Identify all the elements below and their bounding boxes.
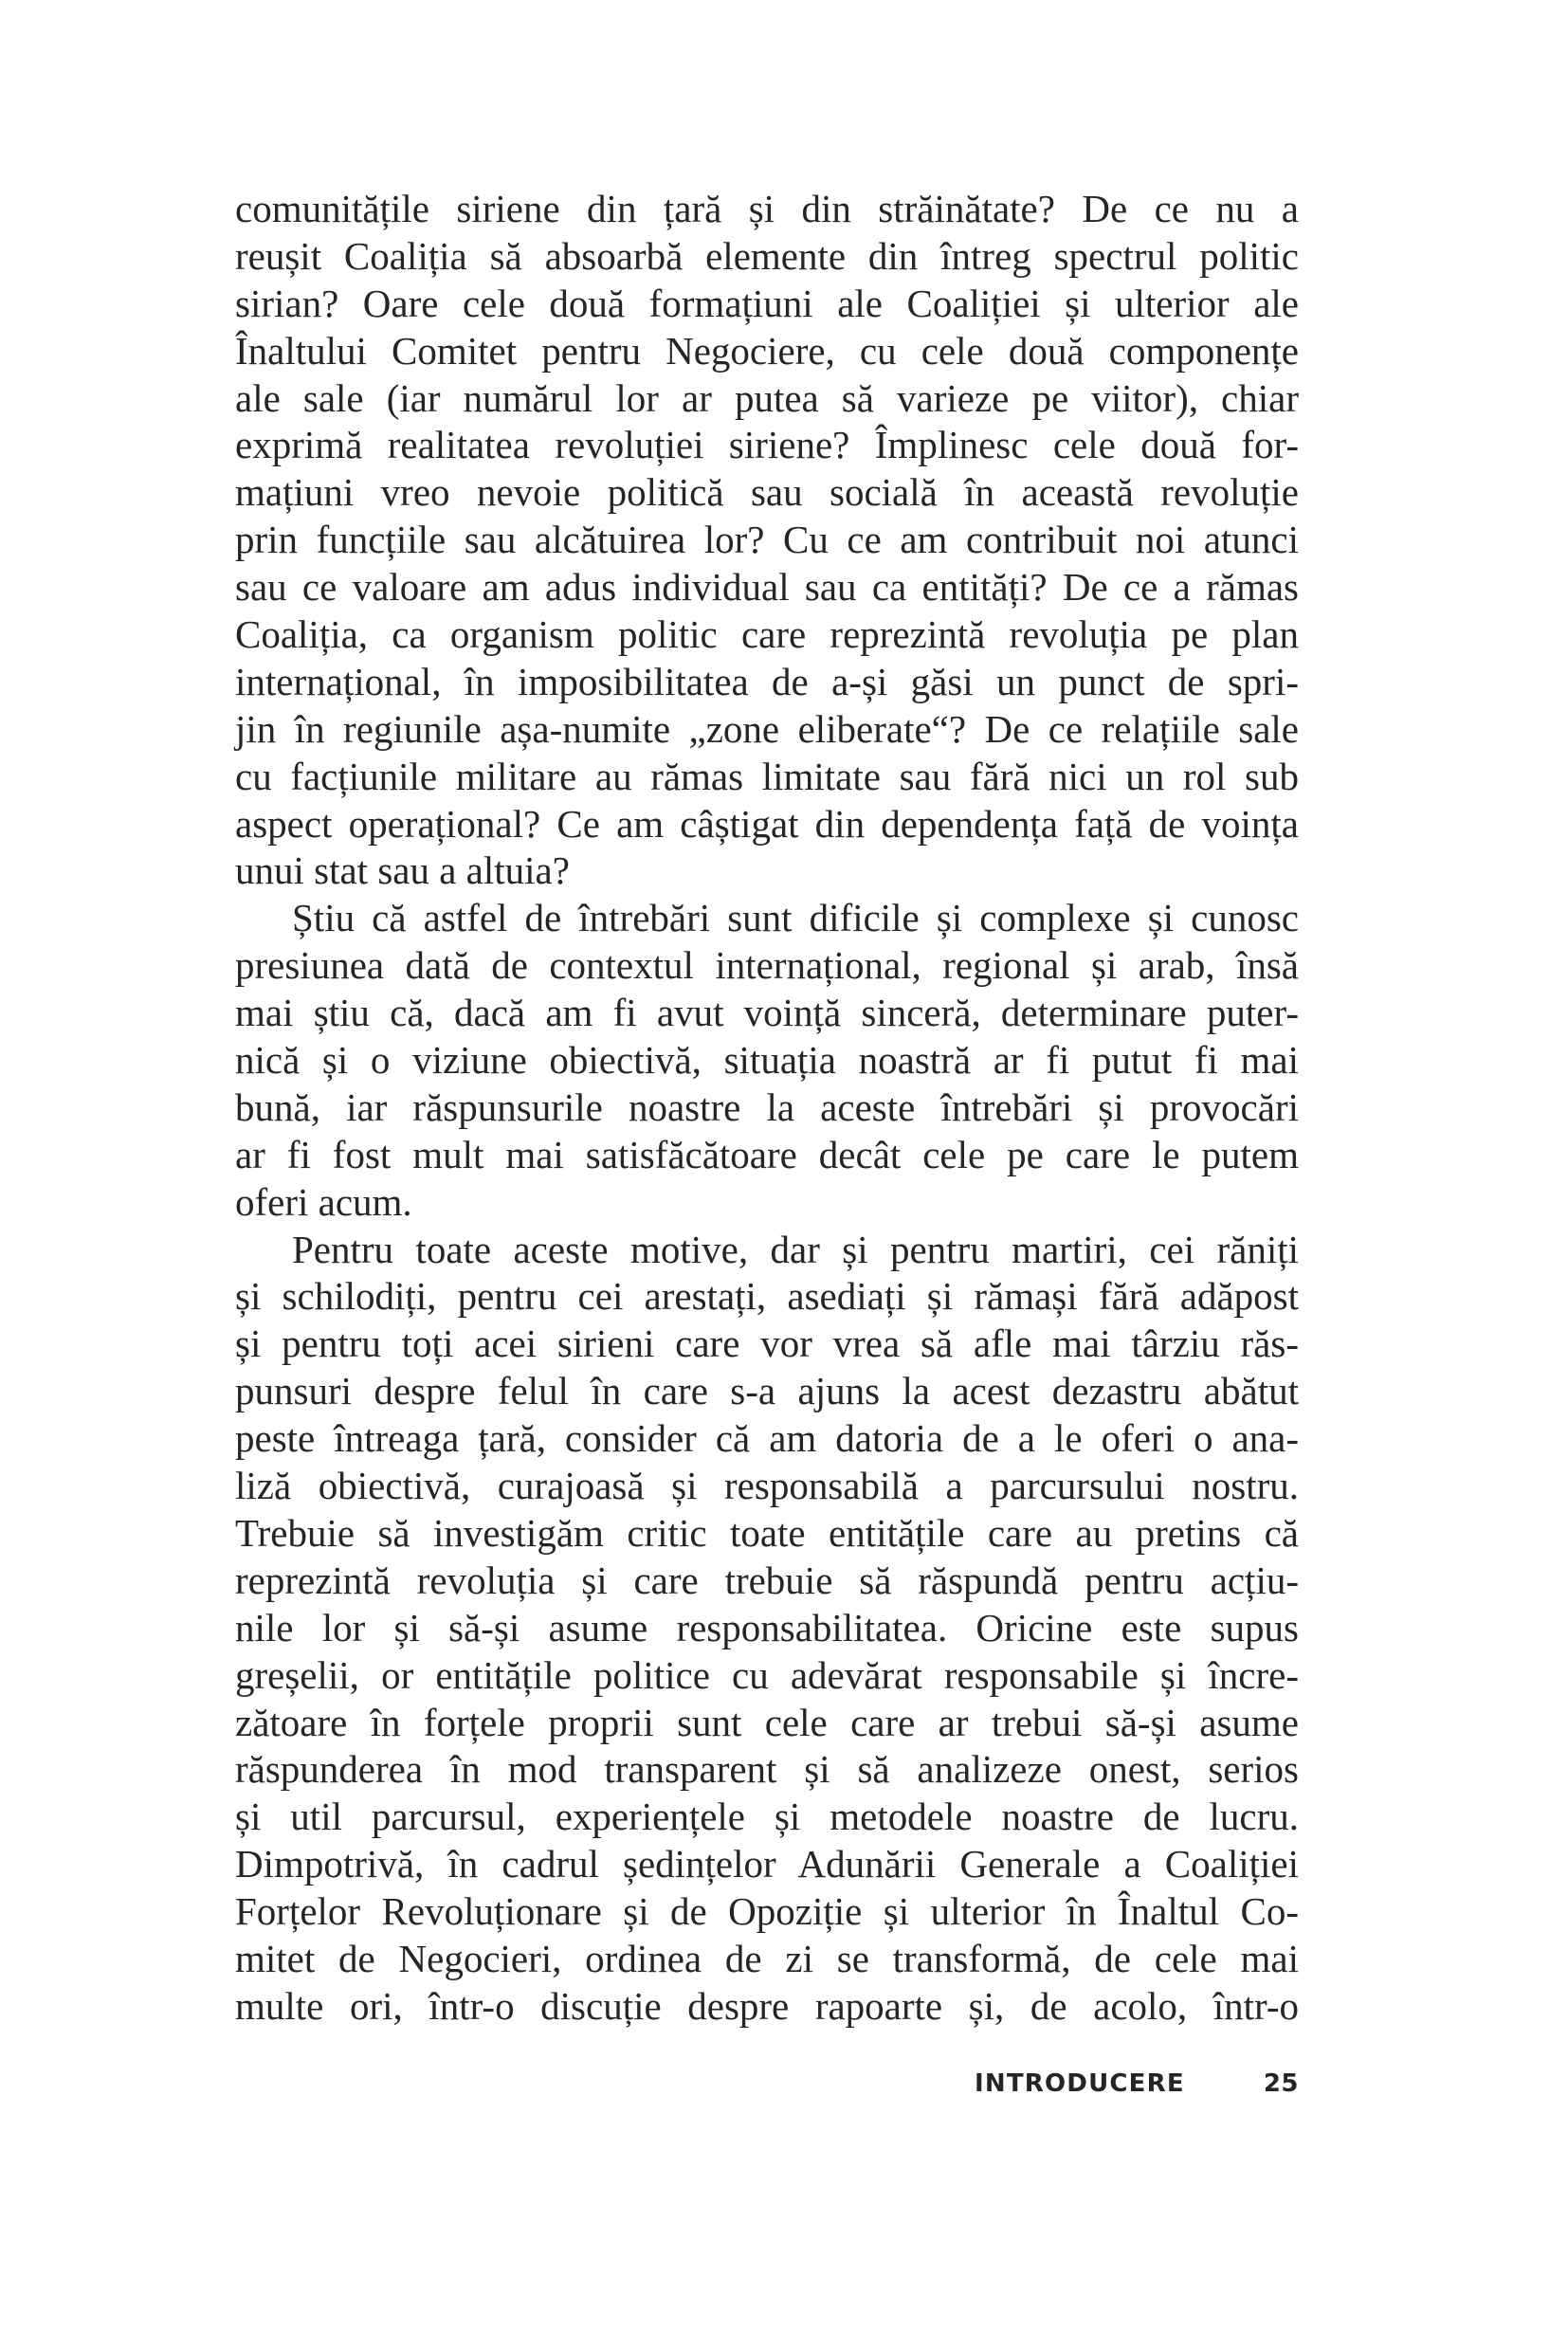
text-line: unui stat sau a altuia? [235,848,570,893]
text-line: Înaltului Comitet pentru Negociere, cu cele două componențe [235,328,1299,373]
text-line: Pentru toate aceste motive, dar și pentru martiri, cei răniți [292,1227,1299,1271]
text-line: liză obiectivă, curajoasă și responsabilă a parcursului nostru. [235,1464,1299,1508]
text-line: mitet de Negocieri, ordinea de zi se transformă, de cele mai [235,1936,1299,1980]
text-line: greșelii, or entitățile politice cu adevărat responsabile și încre- [235,1652,1299,1697]
paragraph-3 [235,1227,1299,2031]
text-line: Dimpotrivă, în cadrul ședințelor Adunării Generale a Coaliției [235,1842,1299,1886]
text-line: Coaliția, ca organism politic care reprezintă revoluția pe plan [235,612,1299,657]
text-line: comunitățile siriene din țară și din străinătate? De ce nu a [235,187,1299,230]
text-line: nică și o viziune obiectivă, situația noastră ar fi putut fi mai [235,1038,1299,1083]
text-line: prin funcțiile sau alcătuirea lor? Cu ce am contribuit noi atunci [235,518,1299,562]
text-line: multe ori, într-o discuție despre rapoarte și, de acolo, într-o [235,1983,1299,2028]
paragraph-1 [235,186,1299,895]
text-line: Știu că astfel de întrebări sunt dificile și complexe și cunosc [292,896,1299,940]
text-line: aspect operațional? Ce am câștigat din dependența față de voința [235,801,1299,846]
text-line: cu facțiunile militare au rămas limitate sau fără nici un rol sub [235,754,1299,798]
text-line: bună, iar răspunsurile noastre la aceste întrebări și provocări [235,1084,1299,1129]
text-line: și pentru toți acei sirieni care vor vrea să afle mai târziu răs- [235,1321,1299,1366]
text-line: punsuri despre felul în care s-a ajuns la acest dezastru abătut [235,1369,1299,1413]
text-line: exprimă realitatea revoluției siriene? Împlinesc cele două for- [235,423,1299,467]
section-title: INTRODUCERE [975,2069,1185,2098]
text-line: ar fi fost mult mai satisfăcătoare decât cele pe care le putem [235,1132,1299,1176]
body-text [235,186,1299,2031]
text-line: internațional, în imposibilitatea de a-și găsi un punct de spri- [235,659,1299,703]
text-line: zătoare în forțele proprii sunt cele care ar trebui să-și asume [235,1700,1299,1744]
page-number: 25 [1263,2069,1299,2098]
text-line: sau ce valoare am adus individual sau ca entități? De ce a rămas [235,565,1299,610]
text-line: mațiuni vreo nevoie politică sau socială în această revoluție [235,470,1299,515]
text-line: nile lor și să-și asume responsabilitatea. Oricine este supus [235,1605,1299,1649]
text-line: sirian? Oare cele două formațiuni ale Coaliției și ulterior ale [235,281,1299,325]
text-line: ale sale (iar numărul lor ar putea să varieze pe viitor), chiar [235,375,1299,420]
text-line: răspunderea în mod transparent și să analizeze onest, serios [235,1747,1299,1792]
text-line: și schilodiți, pentru cei arestați, asediați și rămași fără adăpost [235,1274,1299,1319]
running-footer [975,2069,1299,2099]
paragraph-2 [235,895,1299,1226]
text-line: oferi acum. [235,1179,412,1224]
text-line: și util parcursul, experiențele și metodele noastre de lucru. [235,1795,1299,1839]
text-line: Forțelor Revoluționare și de Opoziție și ulterior în Înaltul Co- [235,1889,1299,1934]
text-line: reprezintă revoluția și care trebuie să răspundă pentru acțiu- [235,1558,1299,1602]
text-line: peste întreaga țară, consider că am datoria de a le oferi o ana- [235,1416,1299,1461]
text-line: reușit Coaliția să absoarbă elemente din întreg spectrul politic [235,233,1299,278]
text-line: presiunea dată de contextul internațional, regional și arab, însă [235,943,1299,988]
text-line: mai știu că, dacă am fi avut voință sinceră, determinare puter- [235,991,1299,1035]
text-line: Trebuie să investigăm critic toate entitățile care au pretins că [235,1510,1299,1555]
text-line: jin în regiunile așa-numite „zone eliberate“? De ce relațiile sale [235,706,1299,751]
